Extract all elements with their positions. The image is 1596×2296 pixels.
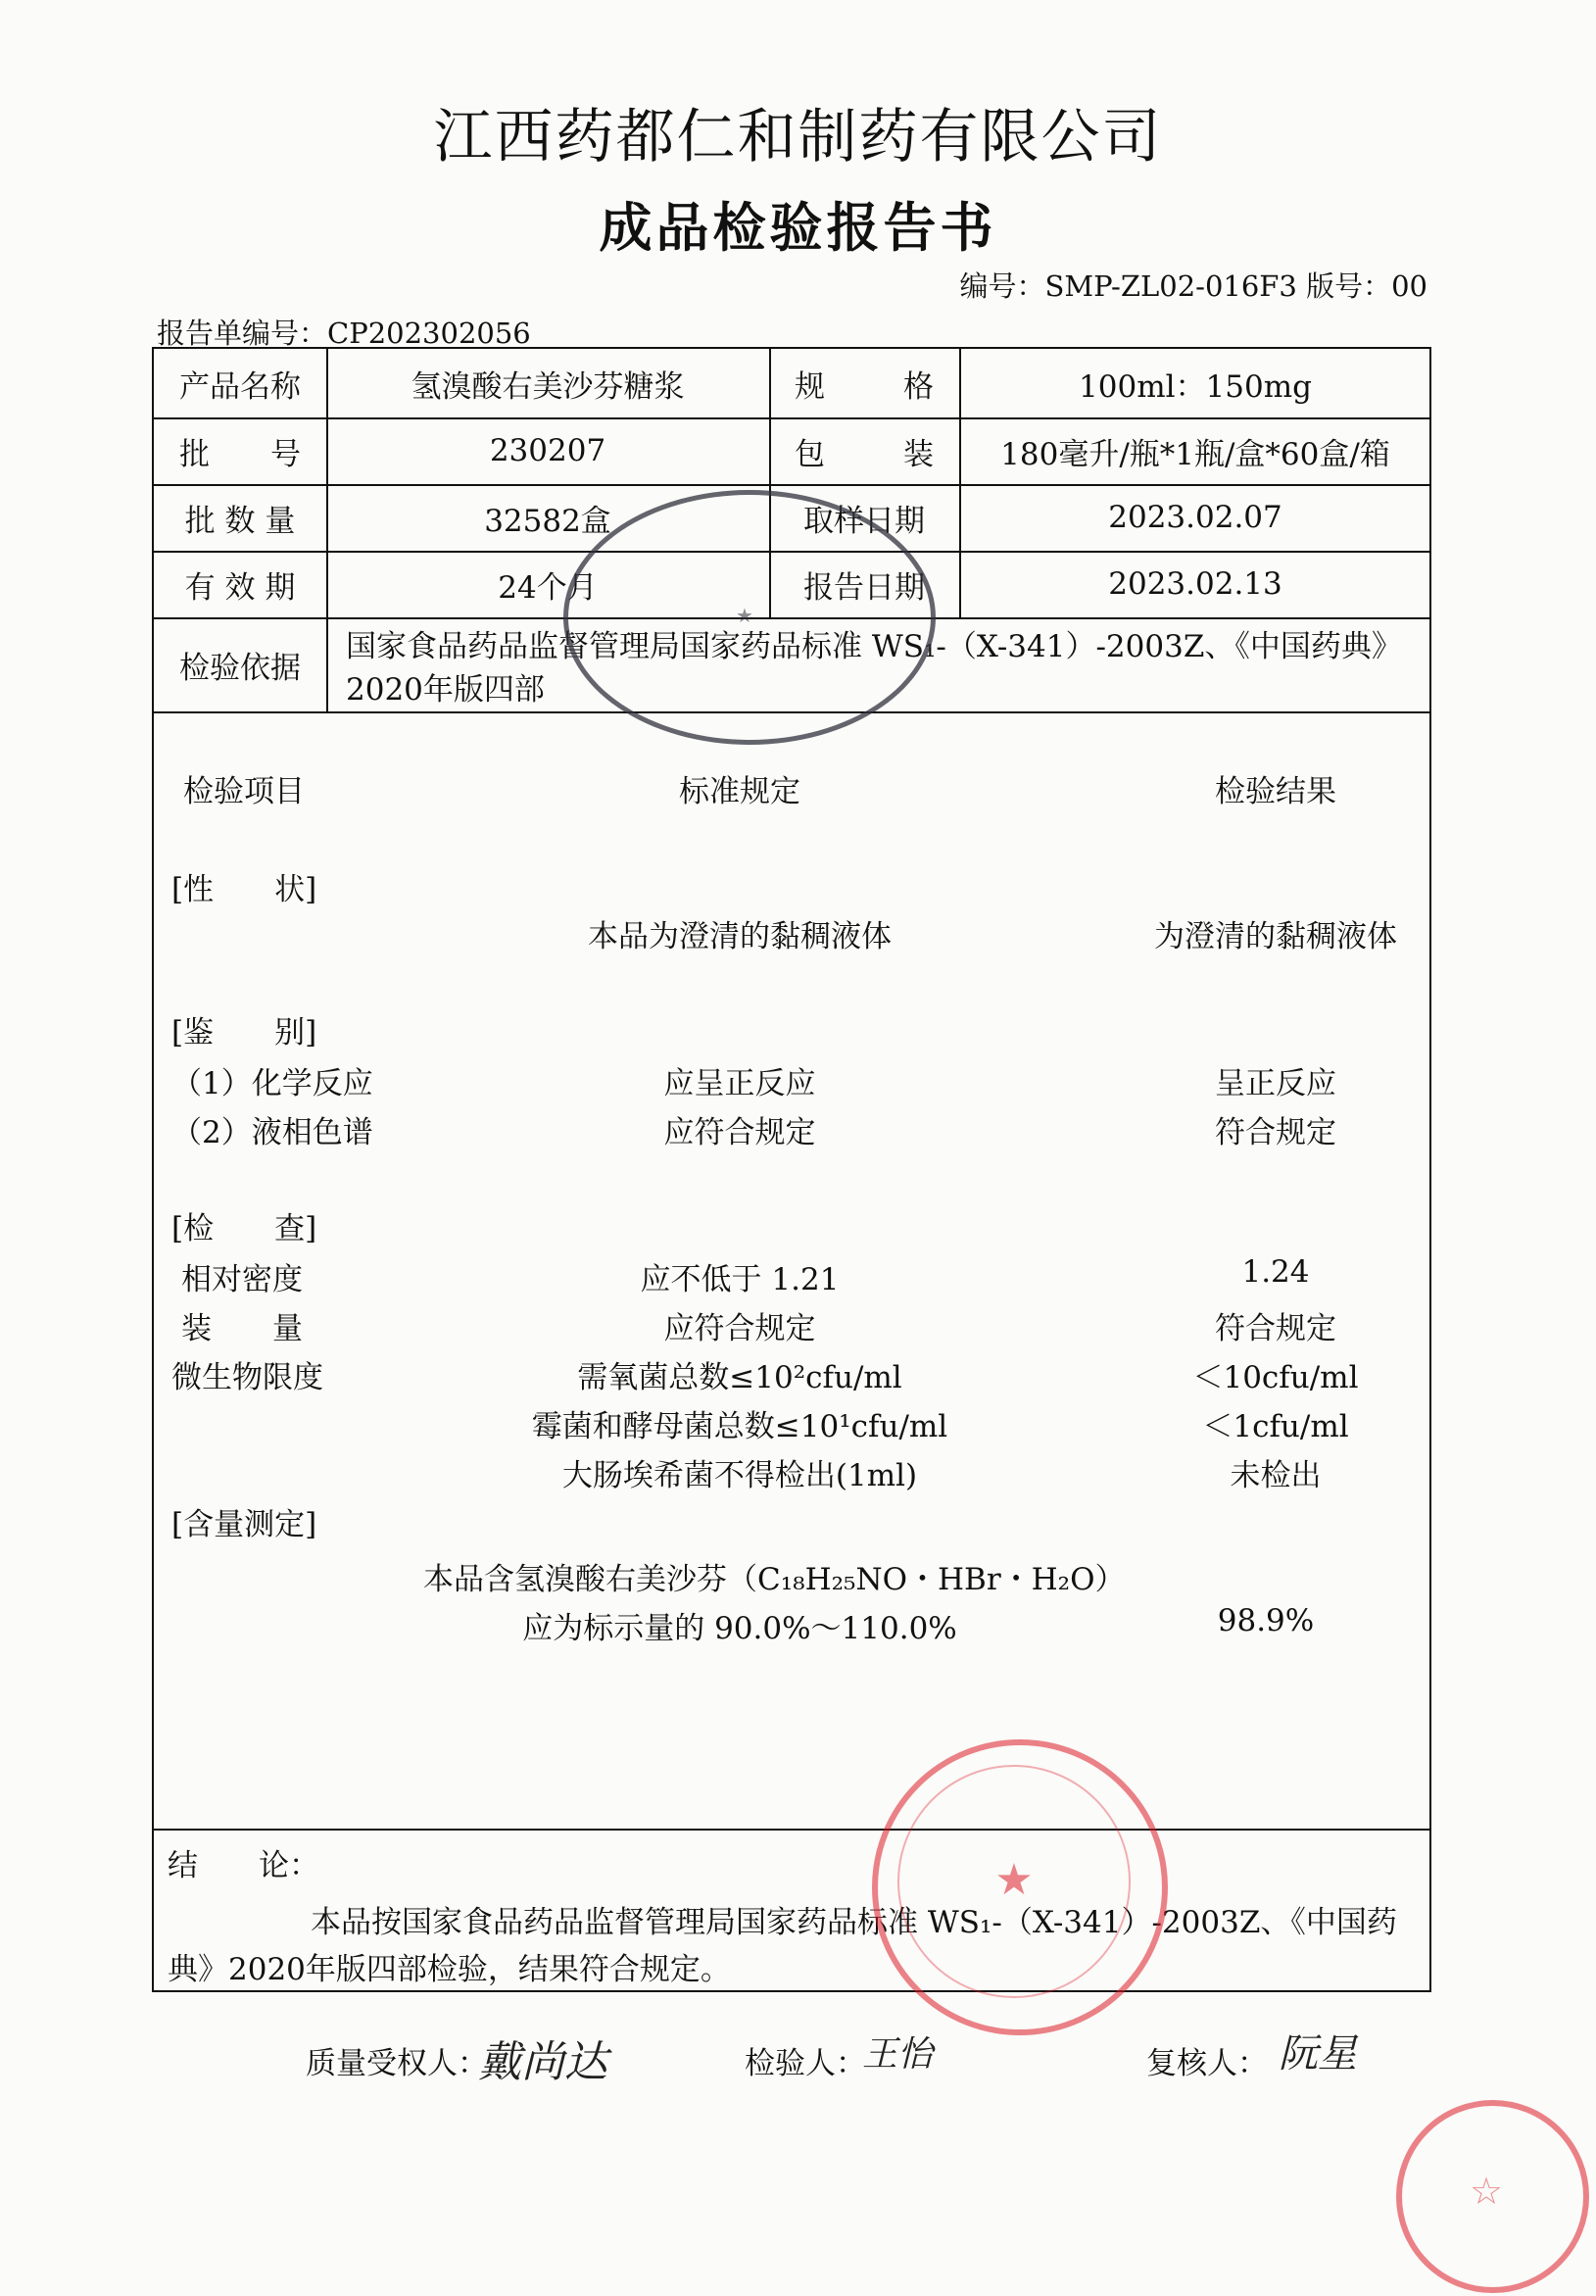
assay-standard: 应为标示量的 90.0%～110.0% xyxy=(522,1611,957,1646)
test-standard: 应不低于 1.21 xyxy=(640,1262,840,1297)
test-standard: 大肠埃希菌不得检出(1ml) xyxy=(561,1458,918,1493)
report-title: 成品检验报告书 xyxy=(599,196,997,259)
test-standard: 霉菌和酵母菌总数≤10¹cfu/ml xyxy=(531,1409,948,1444)
company-name: 江西药都仁和制药有限公司 xyxy=(433,103,1163,171)
section-identification-heading: [鉴 别] xyxy=(171,1015,317,1050)
conclusion-line-2: 典》2020年版四部检验，结果符合规定。 xyxy=(168,1952,731,1987)
column-result-header: 检验结果 xyxy=(1215,774,1336,809)
sample-date-label: 取样日期 xyxy=(803,503,925,539)
identification-result: 符合规定 xyxy=(1215,1115,1336,1150)
package-value: 180毫升/瓶*1瓶/盒*60盒/箱 xyxy=(1000,436,1390,472)
section-assay-heading: [含量测定] xyxy=(171,1507,317,1542)
reviewer-signature: 阮星 xyxy=(1279,2031,1357,2076)
identification-standard: 应呈正反应 xyxy=(663,1066,816,1101)
test-result: ＜10cfu/ml xyxy=(1192,1360,1359,1395)
test-result: 未检出 xyxy=(1230,1458,1322,1493)
spec-value: 100ml：150mg xyxy=(1079,368,1312,405)
conclusion-label: 结 论： xyxy=(168,1848,319,1883)
basis-line-1: 国家食品药品监督管理局国家药品标准 WS₁-（X-341）-2003Z、《中国药典》 xyxy=(346,629,1402,664)
report-date-label: 报告日期 xyxy=(803,569,925,606)
section-appearance-heading: [性 状] xyxy=(171,872,317,907)
authorized-signature: 戴尚达 xyxy=(478,2037,607,2087)
qc-stamp xyxy=(563,490,936,745)
report-date-value: 2023.02.13 xyxy=(1108,566,1282,602)
test-standard: 需氧菌总数≤10²cfu/ml xyxy=(577,1360,902,1395)
conclusion-line-1: 本品按国家食品药品监督管理局国家药品标准 WS₁-（X-341）-2003Z、《中国药 xyxy=(311,1905,1397,1940)
test-result: 1.24 xyxy=(1241,1254,1310,1290)
identification-item: （2）液相色谱 xyxy=(171,1115,373,1150)
validity-value: 24个月 xyxy=(498,569,598,606)
test-result: ＜1cfu/ml xyxy=(1202,1409,1349,1444)
svg-text:★: ★ xyxy=(736,604,753,627)
appearance-standard: 本品为澄清的黏稠液体 xyxy=(588,919,892,954)
sample-date-value: 2023.02.07 xyxy=(1108,500,1282,535)
assay-description: 本品含氢溴酸右美沙芬（C₁₈H₂₅NO・HBr・H₂O） xyxy=(423,1562,1126,1597)
reviewer-label: 复核人： xyxy=(1146,2046,1268,2081)
svg-text:★: ★ xyxy=(994,1855,1034,1905)
package-label: 包 装 xyxy=(795,436,934,472)
quantity-label: 批 数 量 xyxy=(184,503,296,539)
spec-label: 规 格 xyxy=(795,368,934,405)
basis-line-2: 2020年版四部 xyxy=(346,672,545,708)
inspector-label: 检验人： xyxy=(745,2046,866,2081)
document-number: 编号：SMP-ZL02-016F3 版号：00 xyxy=(959,269,1427,303)
identification-standard: 应符合规定 xyxy=(663,1115,816,1150)
product-name: 氢溴酸右美沙芬糖浆 xyxy=(411,368,685,405)
test-item: 装 量 xyxy=(181,1311,303,1346)
validity-label: 有 效 期 xyxy=(184,569,296,606)
inspector-signature: 王怡 xyxy=(862,2034,934,2075)
column-standard-header: 标准规定 xyxy=(679,774,800,809)
appearance-result: 为澄清的黏稠液体 xyxy=(1154,919,1397,954)
test-result: 符合规定 xyxy=(1215,1311,1336,1346)
assay-result: 98.9% xyxy=(1217,1603,1315,1638)
svg-text:☆: ☆ xyxy=(1469,2170,1504,2213)
test-item: 相对密度 xyxy=(181,1262,303,1297)
authorized-person-label: 质量受权人： xyxy=(306,2046,488,2081)
batch-label: 批 号 xyxy=(179,436,301,472)
section-tests-heading: [检 查] xyxy=(171,1211,317,1246)
identification-result: 呈正反应 xyxy=(1215,1066,1336,1101)
quality-stamp xyxy=(872,1739,1168,2035)
quantity-value: 32582盒 xyxy=(484,503,611,539)
test-item: 微生物限度 xyxy=(171,1360,323,1395)
inspection-stamp xyxy=(1396,2100,1589,2293)
test-standard: 应符合规定 xyxy=(663,1311,816,1346)
identification-item: （1）化学反应 xyxy=(171,1066,373,1101)
report-number: 报告单编号：CP202302056 xyxy=(157,317,531,350)
batch-value: 230207 xyxy=(489,433,606,468)
basis-label: 检验依据 xyxy=(179,650,301,686)
column-item-header: 检验项目 xyxy=(183,774,305,809)
product-name-label: 产品名称 xyxy=(179,368,301,405)
